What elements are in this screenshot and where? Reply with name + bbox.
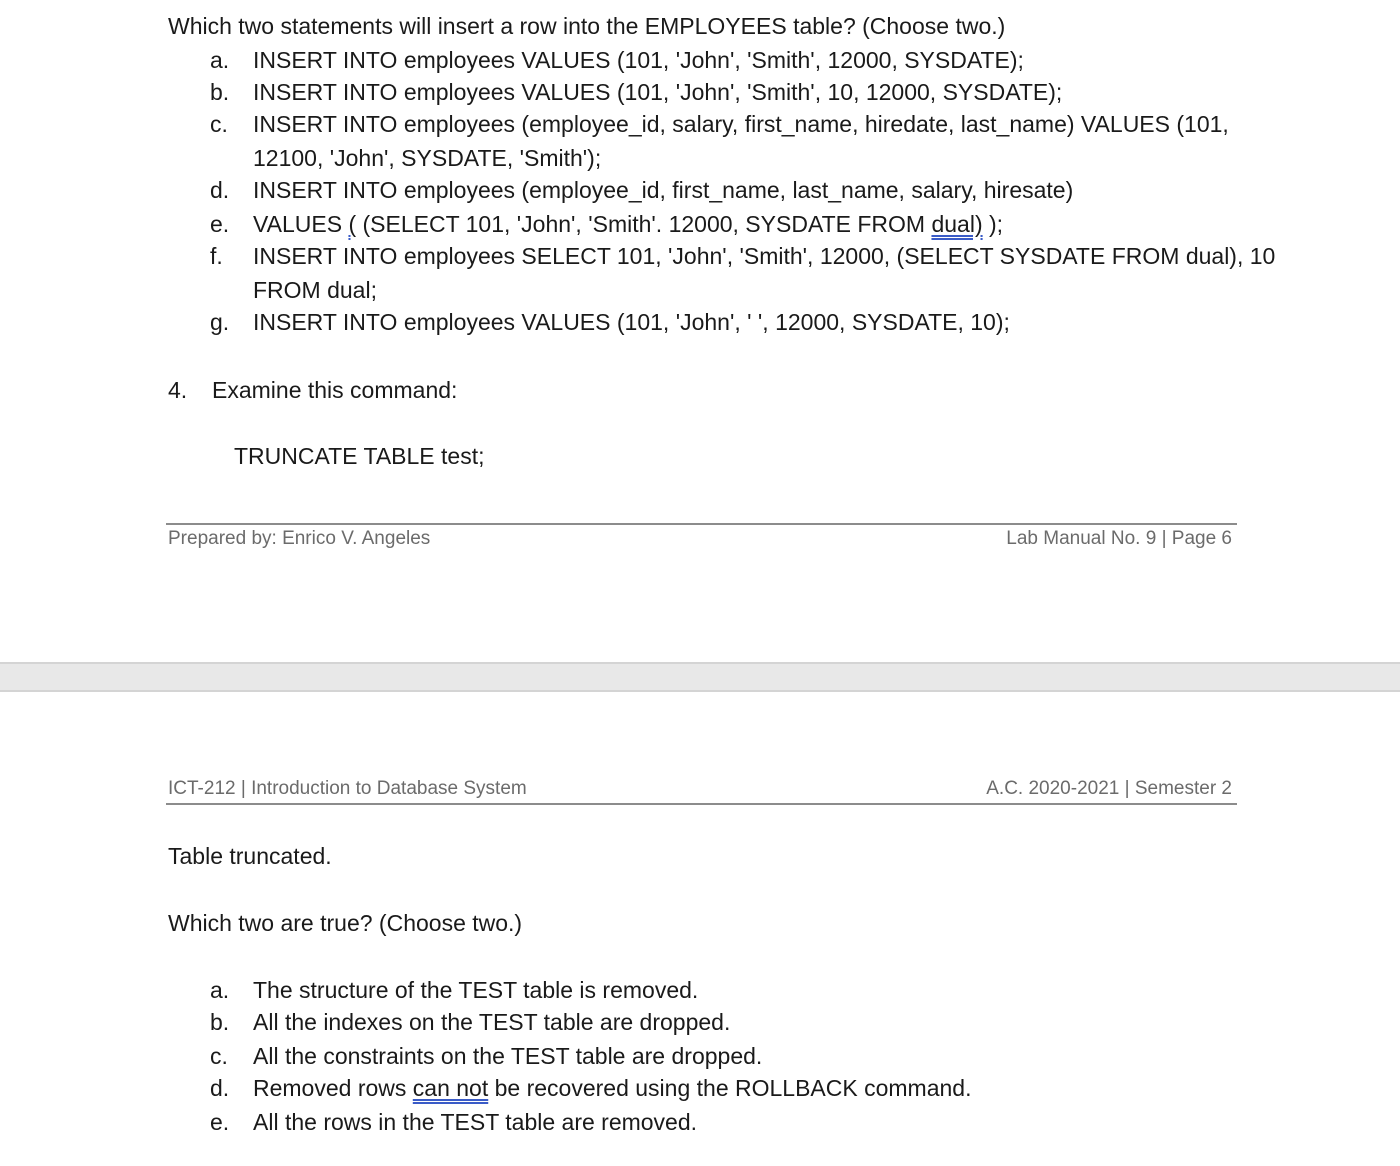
option-letter: b. (210, 79, 230, 105)
option-text: All the constraints on the TEST table are dropped. (253, 1043, 763, 1069)
option-text: INSERT INTO employees VALUES (101, 'John', ' ', 12000, SYSDATE, 10); (253, 309, 1010, 335)
header-left: ICT-212 | Introduction to Database System (168, 778, 527, 799)
option-text-line-2: FROM dual; (253, 277, 377, 303)
header-right: A.C. 2020-2021 | Semester 2 (986, 778, 1232, 799)
question-3-prompt: Which two statements will insert a row into the EMPLOYEES table? (Choose two.) (168, 13, 1006, 39)
option-text: INSERT INTO employees VALUES (101, 'John', 'Smith', 12000, SYSDATE); (253, 47, 1024, 73)
option-letter: b. (210, 1009, 230, 1035)
option-letter: d. (210, 1075, 230, 1101)
option-letter: f. (210, 243, 223, 269)
page-break-gap (0, 662, 1400, 692)
question-4-number: 4. (168, 377, 188, 403)
text-segment: ); (982, 211, 1004, 237)
option-text: The structure of the TEST table is removed. (253, 977, 699, 1003)
option-text: All the rows in the TEST table are removed. (253, 1109, 698, 1135)
option-text: All the indexes on the TEST table are dropped. (253, 1009, 731, 1035)
option-text: INSERT INTO employees VALUES (101, 'John', 'Smith', 10, 12000, SYSDATE); (253, 79, 1063, 105)
truncate-result: Table truncated. (168, 843, 332, 869)
question-prompt: Which two are true? (Choose two.) (168, 910, 523, 936)
option-text (253, 210, 1003, 238)
option-letter: c. (210, 111, 228, 137)
option-letter: g. (210, 309, 230, 335)
grammar-flag[interactable]: dual) (931, 211, 983, 237)
text-segment: (SELECT 101, 'John', 'Smith'. 12000, SYSDATE FROM (356, 211, 932, 237)
text-segment: Removed rows (253, 1075, 413, 1101)
truncate-command: TRUNCATE TABLE test; (234, 443, 485, 469)
footer-left: Prepared by: Enrico V. Angeles (168, 528, 431, 549)
grammar-flag[interactable]: can not (412, 1075, 489, 1101)
header-divider (166, 803, 1237, 805)
option-text-line-1: INSERT INTO employees (employee_id, salary, first_name, hiredate, last_name) VALUES (101, (253, 111, 1229, 137)
footer-right: Lab Manual No. 9 | Page 6 (1006, 528, 1232, 549)
document-page-7 (0, 692, 1400, 1166)
text-segment: VALUES (253, 211, 349, 237)
footer-divider (166, 523, 1237, 525)
option-text: INSERT INTO employees (employee_id, first_name, last_name, salary, hiresate) (253, 177, 1074, 203)
option-letter: a. (210, 47, 230, 73)
option-text-line-1: INSERT INTO employees SELECT 101, 'John', 'Smith', 12000, (SELECT SYSDATE FROM dual), 10 (253, 243, 1276, 269)
option-letter: a. (210, 977, 230, 1003)
grammar-flag[interactable]: ( (348, 211, 357, 237)
option-text-line-2: 12100, 'John', SYSDATE, 'Smith'); (253, 145, 602, 171)
option-text (253, 1074, 971, 1102)
text-segment: be recovered using the ROLLBACK command. (488, 1075, 972, 1101)
option-letter: e. (210, 1109, 230, 1135)
question-4-prompt: Examine this command: (212, 377, 458, 403)
option-letter: c. (210, 1043, 228, 1069)
option-letter: e. (210, 211, 230, 237)
option-letter: d. (210, 177, 230, 203)
